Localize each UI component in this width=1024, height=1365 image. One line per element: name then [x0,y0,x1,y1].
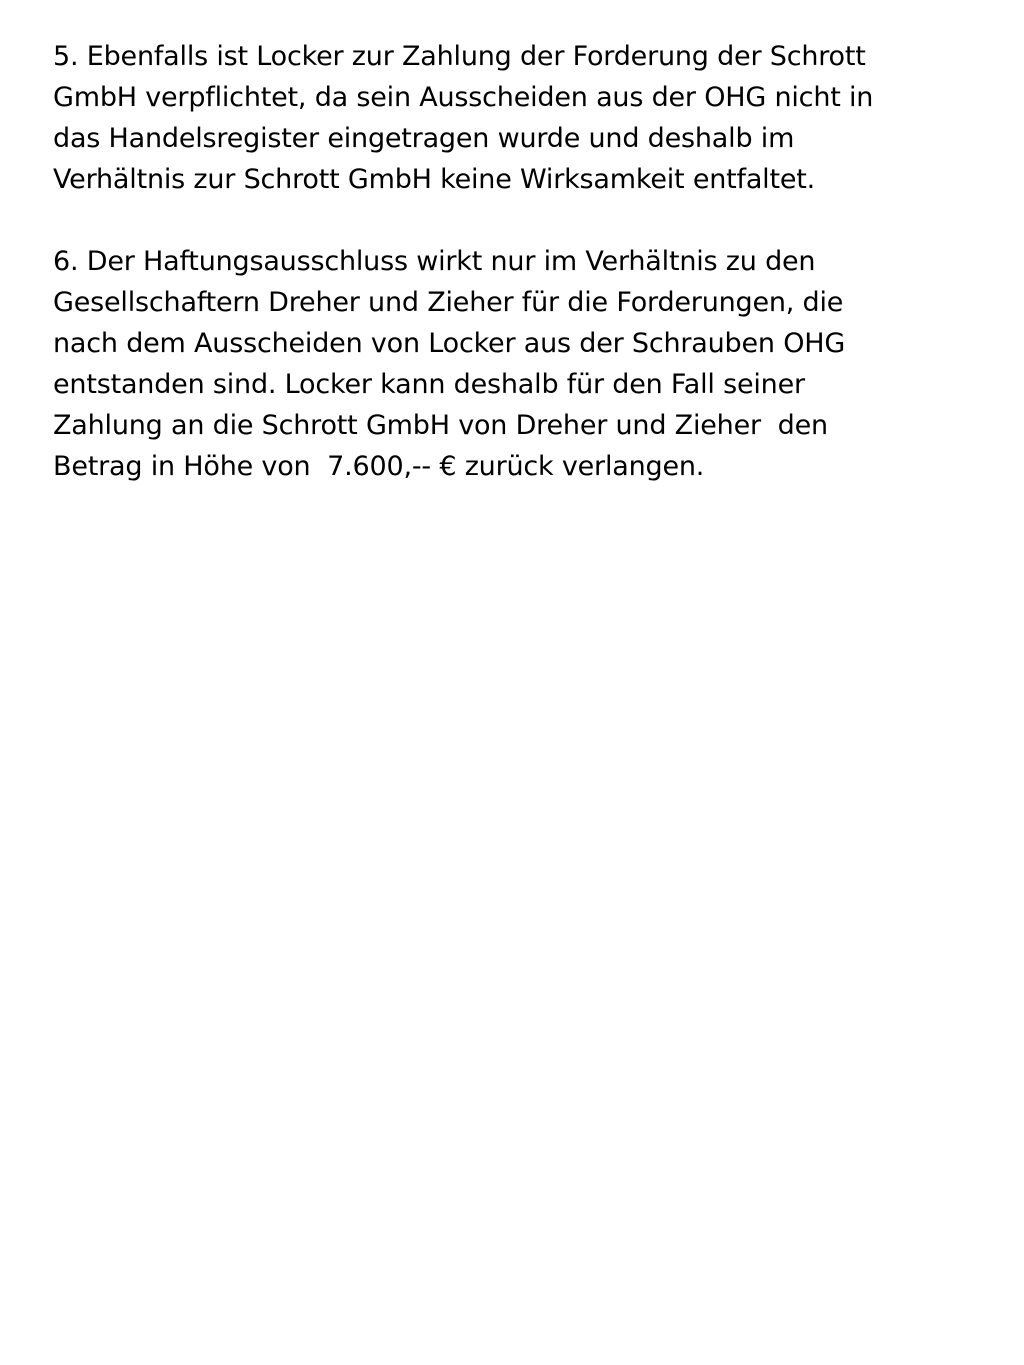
text-line: Zahlung an die Schrott GmbH von Dreher und Zieher den [53,410,828,441]
text-line: 5. Ebenfalls ist Locker zur Zahlung der Forderung der Schrott [53,41,866,72]
text-line: GmbH verpflichtet, da sein Ausscheiden aus der OHG nicht in [53,82,874,113]
text-line: Gesellschaftern Dreher und Zieher für die Forderungen, die [53,287,844,318]
text-line: Verhältnis zur Schrott GmbH keine Wirksamkeit entfaltet. [53,164,816,195]
paragraph-5 [53,36,973,200]
text-line: 6. Der Haftungsausschluss wirkt nur im Verhältnis zu den [53,246,816,277]
text-line: nach dem Ausscheiden von Locker aus der Schrauben OHG [53,328,846,359]
text-line: Betrag in Höhe von 7.600,-- € zurück verlangen. [53,451,705,482]
text-body [53,36,973,487]
text-line: das Handelsregister eingetragen wurde und deshalb im [53,123,795,154]
paragraph-6 [53,241,973,487]
text-line: entstanden sind. Locker kann deshalb für den Fall seiner [53,369,805,400]
